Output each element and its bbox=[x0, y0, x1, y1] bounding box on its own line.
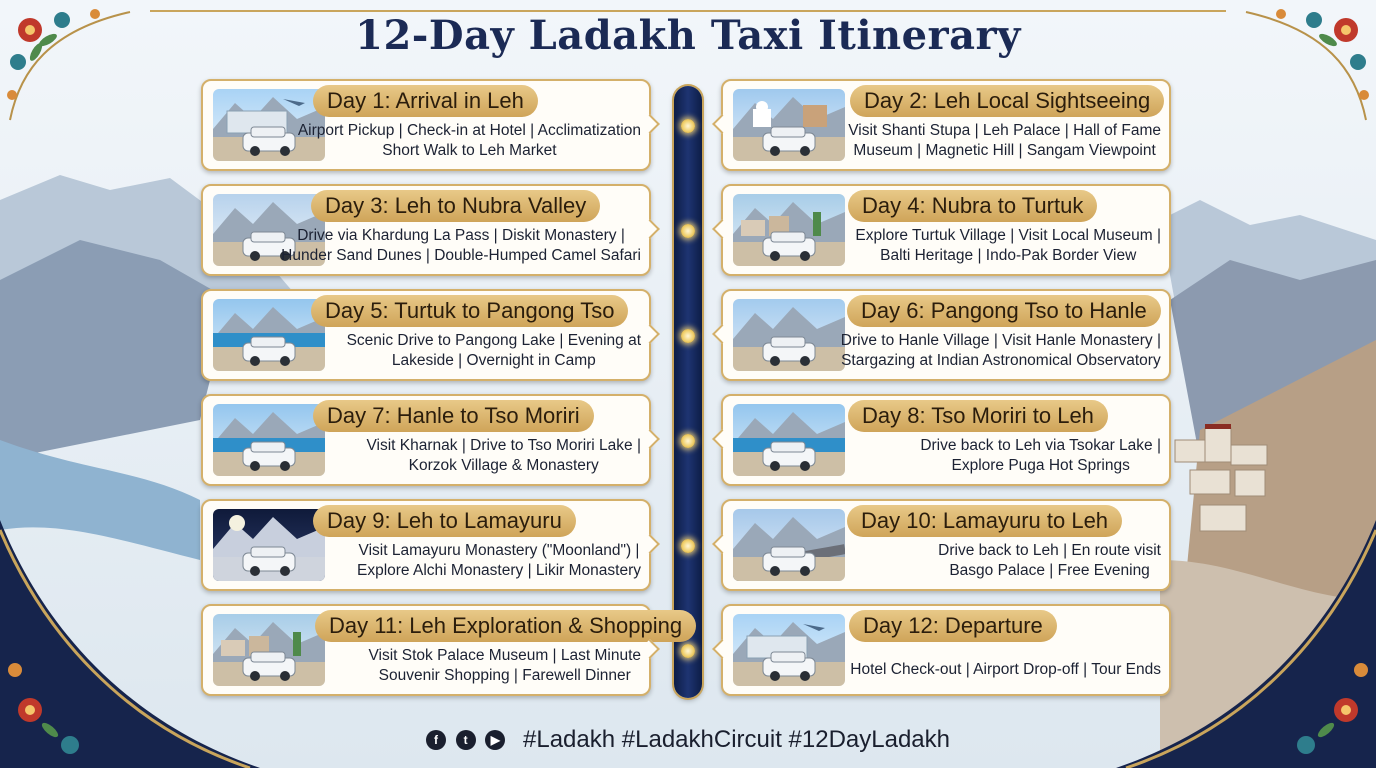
day-description-line: Visit Stok Palace Museum | Last Minute bbox=[368, 647, 641, 664]
day-title: Day 1: Arrival in Leh bbox=[313, 85, 538, 117]
day-description bbox=[357, 541, 641, 581]
day-description bbox=[920, 436, 1161, 476]
day-card bbox=[201, 394, 651, 486]
day-title: Day 3: Leh to Nubra Valley bbox=[311, 190, 600, 222]
day-thumbnail-image bbox=[733, 89, 845, 161]
day-card bbox=[201, 499, 651, 591]
day-description-line: Drive back to Leh via Tsokar Lake | bbox=[920, 437, 1161, 454]
day-description bbox=[368, 646, 641, 686]
day-card bbox=[201, 604, 683, 696]
day-description bbox=[841, 331, 1161, 371]
day-title: Day 12: Departure bbox=[849, 610, 1057, 642]
day-description-line: Hotel Check-out | Airport Drop-off | Tour Ends bbox=[850, 661, 1161, 678]
day-description-line: Explore Alchi Monastery | Likir Monastery bbox=[357, 562, 641, 579]
timeline-bar bbox=[674, 86, 702, 698]
day-description bbox=[366, 436, 641, 476]
day-title: Day 5: Turtuk to Pangong Tso bbox=[311, 295, 628, 327]
day-description bbox=[850, 660, 1161, 680]
day-card bbox=[721, 184, 1171, 276]
day-thumbnail-image bbox=[213, 404, 325, 476]
day-description bbox=[281, 226, 641, 266]
day-description bbox=[848, 121, 1161, 161]
day-card bbox=[721, 79, 1171, 171]
day-description-line: Scenic Drive to Pangong Lake | Evening at bbox=[346, 332, 641, 349]
day-description-line: Airport Pickup | Check-in at Hotel | Acclimatization bbox=[297, 122, 641, 139]
day-description-line: Balti Heritage | Indo-Pak Border View bbox=[880, 247, 1137, 264]
day-thumbnail-image bbox=[213, 509, 325, 581]
day-description-line: Souvenir Shopping | Farewell Dinner bbox=[378, 667, 631, 684]
day-description-line: Drive to Hanle Village | Visit Hanle Monastery | bbox=[840, 332, 1161, 349]
youtube-icon[interactable]: ▶ bbox=[485, 730, 505, 750]
day-title: Day 4: Nubra to Turtuk bbox=[848, 190, 1097, 222]
day-description-line: Visit Shanti Stupa | Leh Palace | Hall of Fame bbox=[848, 122, 1161, 139]
day-card bbox=[721, 394, 1171, 486]
day-description-line: Visit Kharnak | Drive to Tso Moriri Lake | bbox=[366, 437, 641, 454]
day-card bbox=[721, 604, 1171, 696]
page-title: 12-Day Ladakh Taxi Itinerary bbox=[355, 12, 1021, 59]
day-thumbnail-image bbox=[733, 509, 845, 581]
day-title: Day 9: Leh to Lamayuru bbox=[313, 505, 576, 537]
day-description-line: Lakeside | Overnight in Camp bbox=[391, 352, 596, 369]
day-thumbnail-image bbox=[733, 299, 845, 371]
timeline-dot bbox=[681, 119, 695, 133]
day-card bbox=[201, 79, 651, 171]
day-description bbox=[855, 226, 1161, 266]
day-description-line: Museum | Magnetic Hill | Sangam Viewpoint bbox=[853, 142, 1156, 159]
facebook-icon[interactable]: f bbox=[426, 730, 446, 750]
twitter-icon[interactable]: t bbox=[456, 730, 476, 750]
day-description bbox=[298, 121, 641, 161]
day-card bbox=[201, 289, 651, 381]
day-description-line: Visit Lamayuru Monastery ("Moonland") | bbox=[358, 542, 640, 559]
timeline-dot bbox=[681, 644, 695, 658]
footer bbox=[0, 726, 1376, 754]
day-description bbox=[938, 541, 1161, 581]
timeline-dot bbox=[681, 539, 695, 553]
day-description-line: Short Walk to Leh Market bbox=[382, 142, 557, 159]
day-thumbnail-image bbox=[213, 614, 325, 686]
day-card bbox=[721, 289, 1171, 381]
timeline-dot bbox=[681, 329, 695, 343]
timeline-dot bbox=[681, 224, 695, 238]
day-description-line: Hunder Sand Dunes | Double-Humped Camel Safari bbox=[281, 247, 641, 264]
day-description-line: Basgo Palace | Free Evening bbox=[949, 562, 1150, 579]
day-title: Day 6: Pangong Tso to Hanle bbox=[847, 295, 1161, 327]
day-thumbnail-image bbox=[733, 194, 845, 266]
day-description-line: Drive via Khardung La Pass | Diskit Monastery | bbox=[297, 227, 625, 244]
day-description-line: Korzok Village & Monastery bbox=[408, 457, 599, 474]
day-title: Day 7: Hanle to Tso Moriri bbox=[313, 400, 594, 432]
day-thumbnail-image bbox=[733, 614, 845, 686]
day-description-line: Drive back to Leh | En route visit bbox=[938, 542, 1161, 559]
day-description-line: Stargazing at Indian Astronomical Observatory bbox=[841, 352, 1161, 369]
day-title: Day 10: Lamayuru to Leh bbox=[847, 505, 1122, 537]
day-description bbox=[347, 331, 641, 371]
hashtags: #Ladakh #LadakhCircuit #12DayLadakh bbox=[523, 726, 950, 753]
day-description-line: Explore Turtuk Village | Visit Local Museum | bbox=[855, 227, 1161, 244]
day-title: Day 11: Leh Exploration & Shopping bbox=[315, 610, 696, 642]
day-title: Day 8: Tso Moriri to Leh bbox=[848, 400, 1108, 432]
day-description-line: Explore Puga Hot Springs bbox=[951, 457, 1130, 474]
day-thumbnail-image bbox=[733, 404, 845, 476]
day-card bbox=[201, 184, 651, 276]
day-thumbnail-image bbox=[213, 299, 325, 371]
day-card bbox=[721, 499, 1171, 591]
day-title: Day 2: Leh Local Sightseeing bbox=[850, 85, 1164, 117]
timeline-dot bbox=[681, 434, 695, 448]
